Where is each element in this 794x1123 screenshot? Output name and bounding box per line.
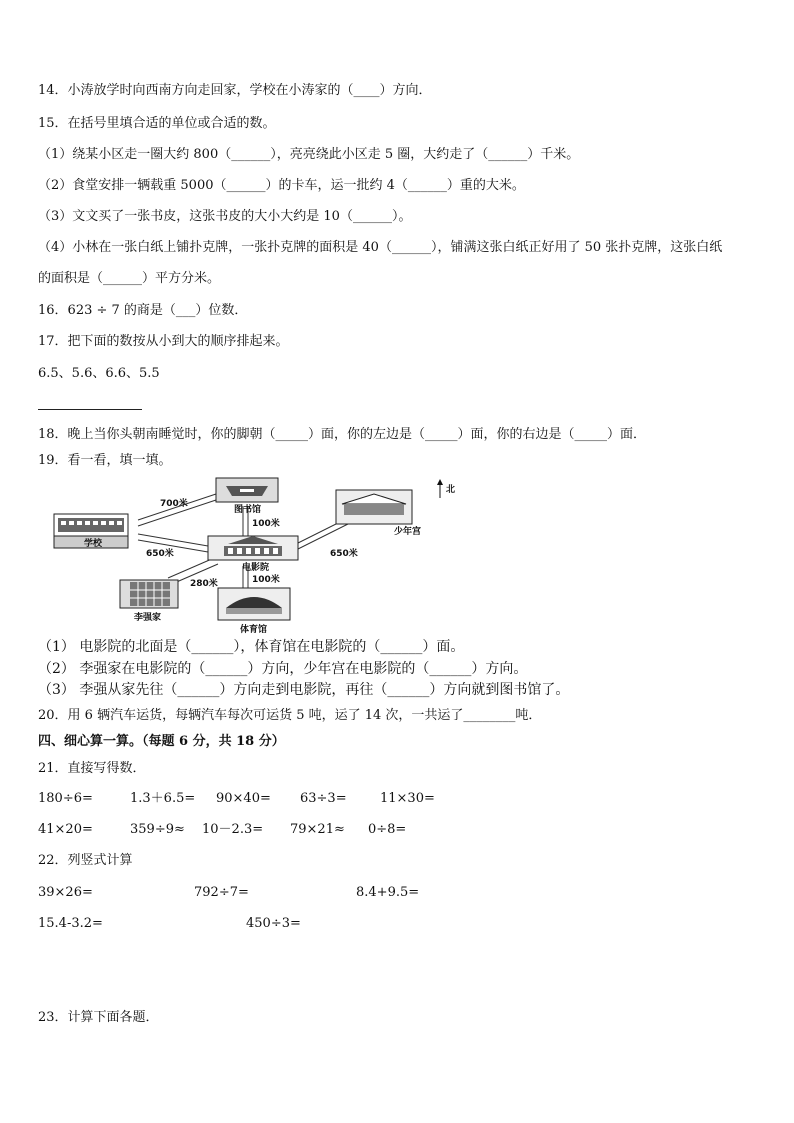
question-19-item-3: （3） 李强从家先往（______）方向走到电影院，再往（______）方向就到图书馆了。 [38,682,570,698]
question-15-item-1: （1）绕某小区走一圈大约 800（______），亮亮绕此小区走 5 圈，大约走了（______）千米。 [38,147,580,162]
cinema-building-icon [208,536,298,560]
question-22-title: 22．列竖式计算 [38,853,133,868]
question-18: 18．晚上当你头朝南睡觉时，你的脚朝（_____）面，你的左边是（_____）面，你的右边是（_____）面． [38,427,647,442]
question-19-item-1: （1） 电影院的北面是（______），体育馆在电影院的（______）面。 [38,639,465,655]
distance-school-cinema: 650米 [146,549,174,559]
question-19-item-2: （2） 李强家在电影院的（______）方向，少年宫在电影院的（______）方向。 [38,661,528,677]
calc-item: 1.3＋6.5= [130,791,196,806]
calc-item: 11×30= [380,791,435,806]
question-21-title: 21．直接写得数． [38,761,146,776]
vertical-calc-item: 450÷3= [246,916,301,931]
gym-label: 体育馆 [240,625,268,635]
section-4-heading: 四、细心算一算。（每题 6 分，共 18 分） [38,734,285,749]
distance-cinema-youth: 650米 [330,549,358,559]
question-15-item-4: （4）小林在一张白纸上铺扑克牌，一张扑克牌的面积是 40（______），铺满这张白纸正好用了 50 张扑克牌，这张白纸 [38,240,723,255]
calc-item: 10－2.3= [202,822,264,837]
calc-item: 359÷9≈ [130,822,185,837]
calc-item: 79×21≈ [290,822,345,837]
calc-item: 63÷3= [300,791,347,806]
question-17-title: 17．把下面的数按从小到大的顺序排起来。 [38,334,289,349]
calc-item: 180÷6= [38,791,93,806]
question-17-numbers: 6.5、5.6、6.6、5.5 [38,366,160,381]
north-arrow-icon [437,479,443,498]
vertical-calc-item: 15.4-3.2= [38,916,103,931]
youth-palace-label: 少年宫 [394,527,422,537]
calc-item: 0÷8= [368,822,407,837]
calc-item: 41×20= [38,822,93,837]
school-label: 学校 [84,539,103,549]
distance-home-cinema: 280米 [190,579,218,589]
question-15-item-3: （3）文文买了一张书皮，这张书皮的大小大约是 10（______）。 [38,209,412,224]
question-15-item-4-cont: 的面积是（______）平方分米。 [38,271,221,286]
question-16: 16．623 ÷ 7 的商是（___）位数． [38,303,248,318]
distance-library-cinema: 100米 [252,519,280,529]
home-building-icon [120,580,178,608]
north-label: 北 [446,485,456,495]
direction-map [48,476,468,636]
vertical-calc-item: 792÷7= [194,885,249,900]
question-23: 23．计算下面各题． [38,1010,159,1025]
question-20: 20．用 6 辆汽车运货，每辆汽车每次可运货 5 吨，运了 14 次，一共运了________吨． [38,708,542,723]
question-15-item-2: （2）食堂安排一辆载重 5000（______）的卡车，运一批约 4（______）重的大米。 [38,178,525,193]
home-label: 李强家 [134,613,162,623]
youth-palace-building-icon [336,490,412,524]
vertical-calc-item: 8.4+9.5= [356,885,420,900]
distance-cinema-gym: 100米 [252,575,280,585]
answer-line [38,409,142,410]
question-19-title: 19．看一看，填一填。 [38,453,172,468]
library-label: 图书馆 [234,505,262,515]
distance-school-library: 700米 [160,499,188,509]
question-14: 14．小涛放学时向西南方向走回家，学校在小涛家的（____）方向． [38,83,432,98]
vertical-calc-item: 39×26= [38,885,93,900]
calc-item: 90×40= [216,791,271,806]
library-building-icon [216,478,278,502]
question-15-title: 15．在括号里填合适的单位或合适的数。 [38,116,276,131]
cinema-label: 电影院 [242,563,270,573]
gym-building-icon [218,588,290,620]
